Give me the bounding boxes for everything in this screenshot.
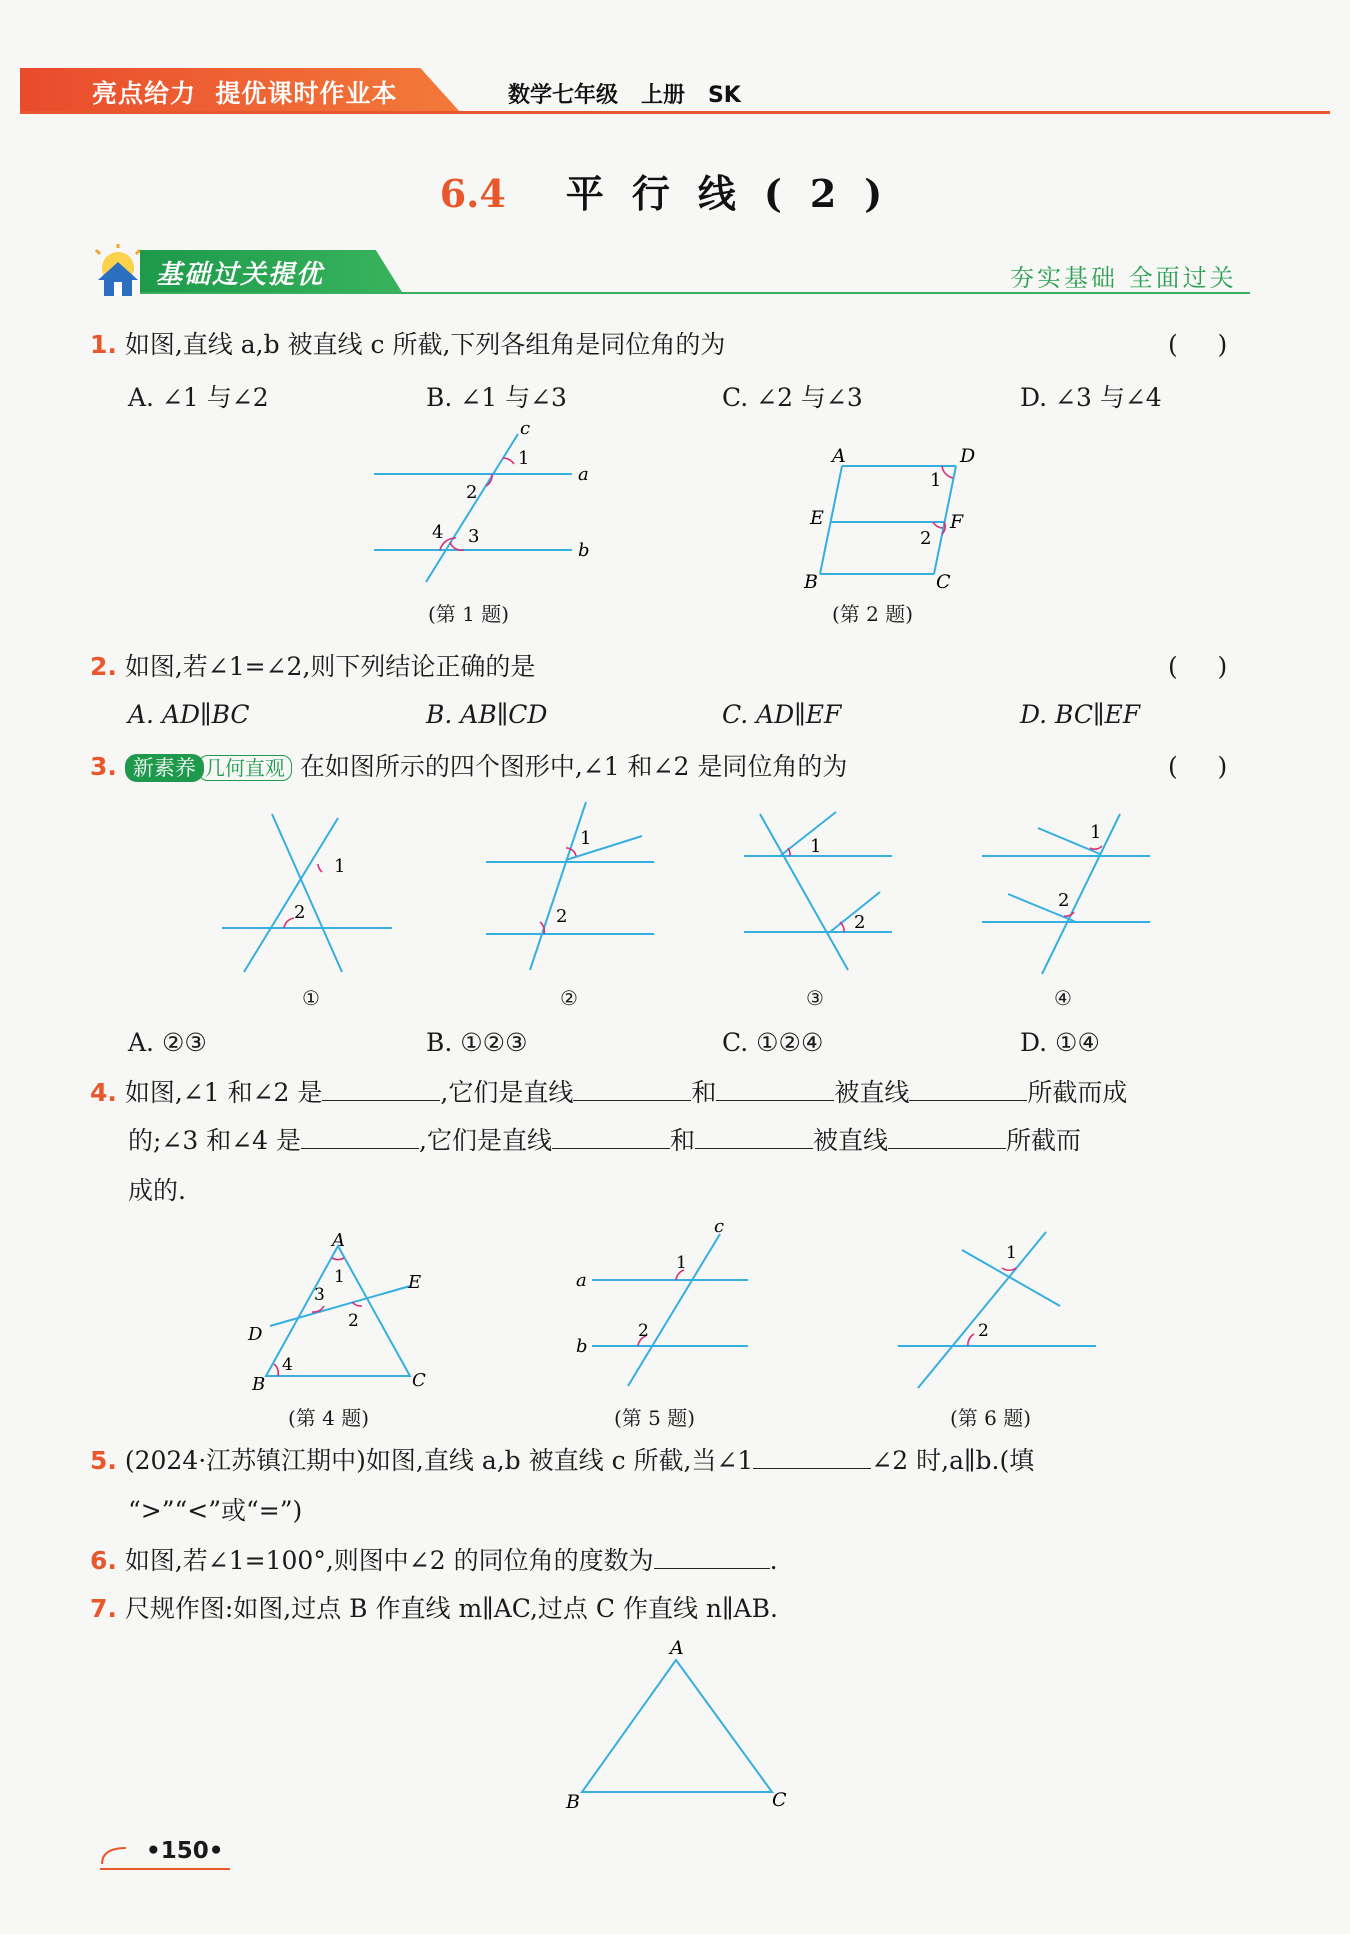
answer-blank[interactable]	[322, 1076, 440, 1101]
answer-blank[interactable]	[552, 1124, 670, 1149]
lesson-title	[0, 163, 1350, 218]
question-number: 3.	[90, 752, 117, 781]
figure-caption: (第 6 题)	[950, 1406, 1032, 1430]
text-segment: 被直线	[834, 1078, 910, 1107]
figure-caption: (第 4 题)	[288, 1406, 370, 1430]
option-c[interactable]: C. ①②④	[722, 1028, 824, 1057]
figure-3-4	[978, 808, 1158, 978]
question-number: 1.	[90, 330, 117, 359]
text-segment: 所截而成	[1027, 1078, 1128, 1107]
point-label-e: E	[810, 507, 824, 529]
angle-label-2: 2	[854, 912, 866, 933]
line-label-b: b	[576, 1336, 588, 1357]
house-lightbulb-icon	[92, 248, 148, 304]
figure-3-3	[740, 810, 920, 980]
book-title: 亮点给力 提优课时作业本	[92, 79, 398, 108]
figure-3-1	[222, 808, 402, 978]
figure-caption: (第 5 题)	[614, 1406, 696, 1430]
header-rule	[20, 111, 1330, 114]
line-label-c: c	[714, 1216, 725, 1237]
line-label-b: b	[578, 540, 590, 561]
angle-label-2: 2	[638, 1321, 649, 1341]
line-label-a: a	[578, 464, 589, 485]
question-7	[90, 1592, 778, 1626]
line-label-a: a	[576, 1270, 587, 1291]
question-3	[90, 750, 847, 784]
answer-blank[interactable]	[301, 1124, 419, 1149]
point-label-d: D	[960, 445, 976, 467]
question-1	[90, 328, 725, 362]
option-d[interactable]: D. ①④	[1020, 1028, 1100, 1057]
option-c[interactable]: C. AD∥EF	[722, 700, 842, 729]
figure-3-2	[482, 800, 662, 970]
question-6	[90, 1544, 778, 1578]
text-segment: 被直线	[813, 1126, 889, 1155]
figure-1	[360, 420, 620, 590]
answer-paren[interactable]: ( )	[1168, 652, 1228, 681]
question-2	[90, 650, 535, 684]
text-segment: ,它们是直线	[419, 1126, 552, 1155]
angle-label-2: 2	[920, 528, 932, 549]
text-segment: 和	[669, 1126, 695, 1155]
figure-6	[898, 1228, 1098, 1388]
text-segment: ,它们是直线	[440, 1078, 574, 1107]
point-label-b: B	[252, 1374, 266, 1395]
option-a[interactable]: A. AD∥BC	[128, 700, 250, 729]
point-label-a: A	[332, 1230, 345, 1251]
figure-2	[790, 440, 990, 593]
skill-tag: 几何直观	[198, 755, 292, 781]
answer-blank[interactable]	[888, 1124, 1006, 1149]
option-b[interactable]: B. ∠1 与∠3	[426, 383, 567, 412]
question-text: 如图,直线 a,b 被直线 c 所截,下列各组角是同位角的为	[124, 330, 726, 359]
section-title: 基础过关提优	[156, 260, 325, 290]
angle-label-1: 1	[334, 856, 346, 877]
answer-blank[interactable]	[753, 1444, 871, 1469]
figure-caption: (第 1 题)	[428, 602, 510, 626]
figure-5	[572, 1216, 772, 1382]
answer-blank[interactable]	[573, 1076, 691, 1101]
point-label-b: B	[804, 571, 818, 593]
text-segment: .	[769, 1546, 778, 1575]
figure-4	[240, 1230, 440, 1396]
point-label-a: A	[832, 445, 846, 467]
page-rule	[100, 1868, 230, 1870]
figure-label: ②	[560, 986, 578, 1010]
option-a[interactable]: A. ②③	[128, 1028, 207, 1057]
point-label-d: D	[248, 1324, 263, 1345]
angle-label-1: 1	[676, 1253, 687, 1273]
question-5-line-2: “>”“<”或“=”)	[128, 1496, 303, 1525]
question-number: 4.	[90, 1078, 117, 1107]
point-label-f: F	[950, 511, 964, 533]
angle-label-2: 2	[348, 1311, 359, 1331]
angle-label-1: 1	[518, 448, 530, 469]
book-subject: 数学七年级 上册 SK	[508, 83, 741, 108]
question-number: 7.	[90, 1594, 117, 1623]
angle-label-1: 1	[580, 828, 592, 849]
question-text: 在如图所示的四个图形中,∠1 和∠2 是同位角的为	[299, 752, 848, 781]
lesson-number: 6.4	[439, 171, 506, 216]
question-text: 如图,若∠1=∠2,则下列结论正确的是	[124, 652, 536, 681]
question-number: 5.	[90, 1446, 117, 1475]
angle-label-2: 2	[556, 906, 568, 927]
point-label-c: C	[772, 1789, 787, 1811]
angle-label-1: 1	[1006, 1243, 1017, 1263]
angle-label-2: 2	[978, 1321, 989, 1341]
angle-label-2: 2	[466, 482, 478, 503]
angle-label-4: 4	[282, 1355, 293, 1375]
angle-label-1: 1	[1090, 822, 1102, 843]
text-segment: 如图,∠1 和∠2 是	[124, 1078, 323, 1107]
answer-blank[interactable]	[695, 1124, 813, 1149]
answer-blank[interactable]	[716, 1076, 834, 1101]
option-d[interactable]: D. ∠3 与∠4	[1020, 383, 1162, 412]
option-c[interactable]: C. ∠2 与∠3	[722, 383, 863, 412]
option-a[interactable]: A. ∠1 与∠2	[128, 383, 269, 412]
page-number: •150•	[146, 1838, 224, 1864]
option-b[interactable]: B. AB∥CD	[426, 700, 548, 729]
answer-blank[interactable]	[909, 1076, 1027, 1101]
question-5	[90, 1444, 1034, 1478]
question-text: ∠2 时,a∥b.(填	[871, 1446, 1035, 1475]
point-label-c: C	[936, 571, 951, 593]
figure-caption: (第 2 题)	[832, 602, 914, 626]
answer-paren[interactable]: ( )	[1168, 330, 1228, 359]
question-number: 6.	[90, 1546, 117, 1575]
question-4-line-3: 成的.	[128, 1176, 186, 1205]
option-d[interactable]: D. BC∥EF	[1020, 700, 1141, 729]
figure-label: ④	[1054, 986, 1072, 1010]
point-label-c: C	[412, 1370, 426, 1391]
question-4-line-1	[90, 1076, 1127, 1110]
point-label-e: E	[408, 1272, 422, 1293]
point-label-b: B	[566, 1791, 580, 1813]
question-number: 2.	[90, 652, 117, 681]
section-motto: 夯实基础 全面过关	[1010, 264, 1237, 292]
angle-label-2: 2	[1058, 890, 1070, 911]
text-segment: 和	[691, 1078, 717, 1107]
angle-label-1: 1	[930, 470, 942, 491]
lesson-name: 平行线(2)	[565, 171, 911, 216]
angle-label-2: 2	[294, 902, 306, 923]
angle-label-3: 3	[314, 1285, 325, 1305]
option-b[interactable]: B. ①②③	[426, 1028, 528, 1057]
answer-blank[interactable]	[654, 1544, 770, 1569]
line-label-c: c	[520, 418, 531, 439]
literacy-tag: 新素养	[125, 754, 204, 782]
point-label-a: A	[670, 1637, 684, 1659]
question-text: (2024·江苏镇江期中)如图,直线 a,b 被直线 c 所截,当∠1	[124, 1446, 754, 1475]
question-text: 如图,若∠1=100°,则图中∠2 的同位角的度数为	[124, 1546, 654, 1575]
text-segment: 所截而	[1006, 1126, 1082, 1155]
figure-label: ③	[806, 986, 824, 1010]
question-4-line-2	[128, 1124, 1081, 1158]
angle-label-3: 3	[468, 526, 480, 547]
figure-label: ①	[302, 986, 320, 1010]
answer-paren[interactable]: ( )	[1168, 752, 1228, 781]
question-text: 尺规作图:如图,过点 B 作直线 m∥AC,过点 C 作直线 n∥AB.	[124, 1594, 778, 1623]
text-segment: 的;∠3 和∠4 是	[128, 1126, 302, 1155]
angle-label-1: 1	[334, 1267, 345, 1287]
figure-7	[560, 1637, 800, 1813]
angle-label-4: 4	[432, 522, 444, 543]
angle-label-1: 1	[810, 836, 822, 857]
